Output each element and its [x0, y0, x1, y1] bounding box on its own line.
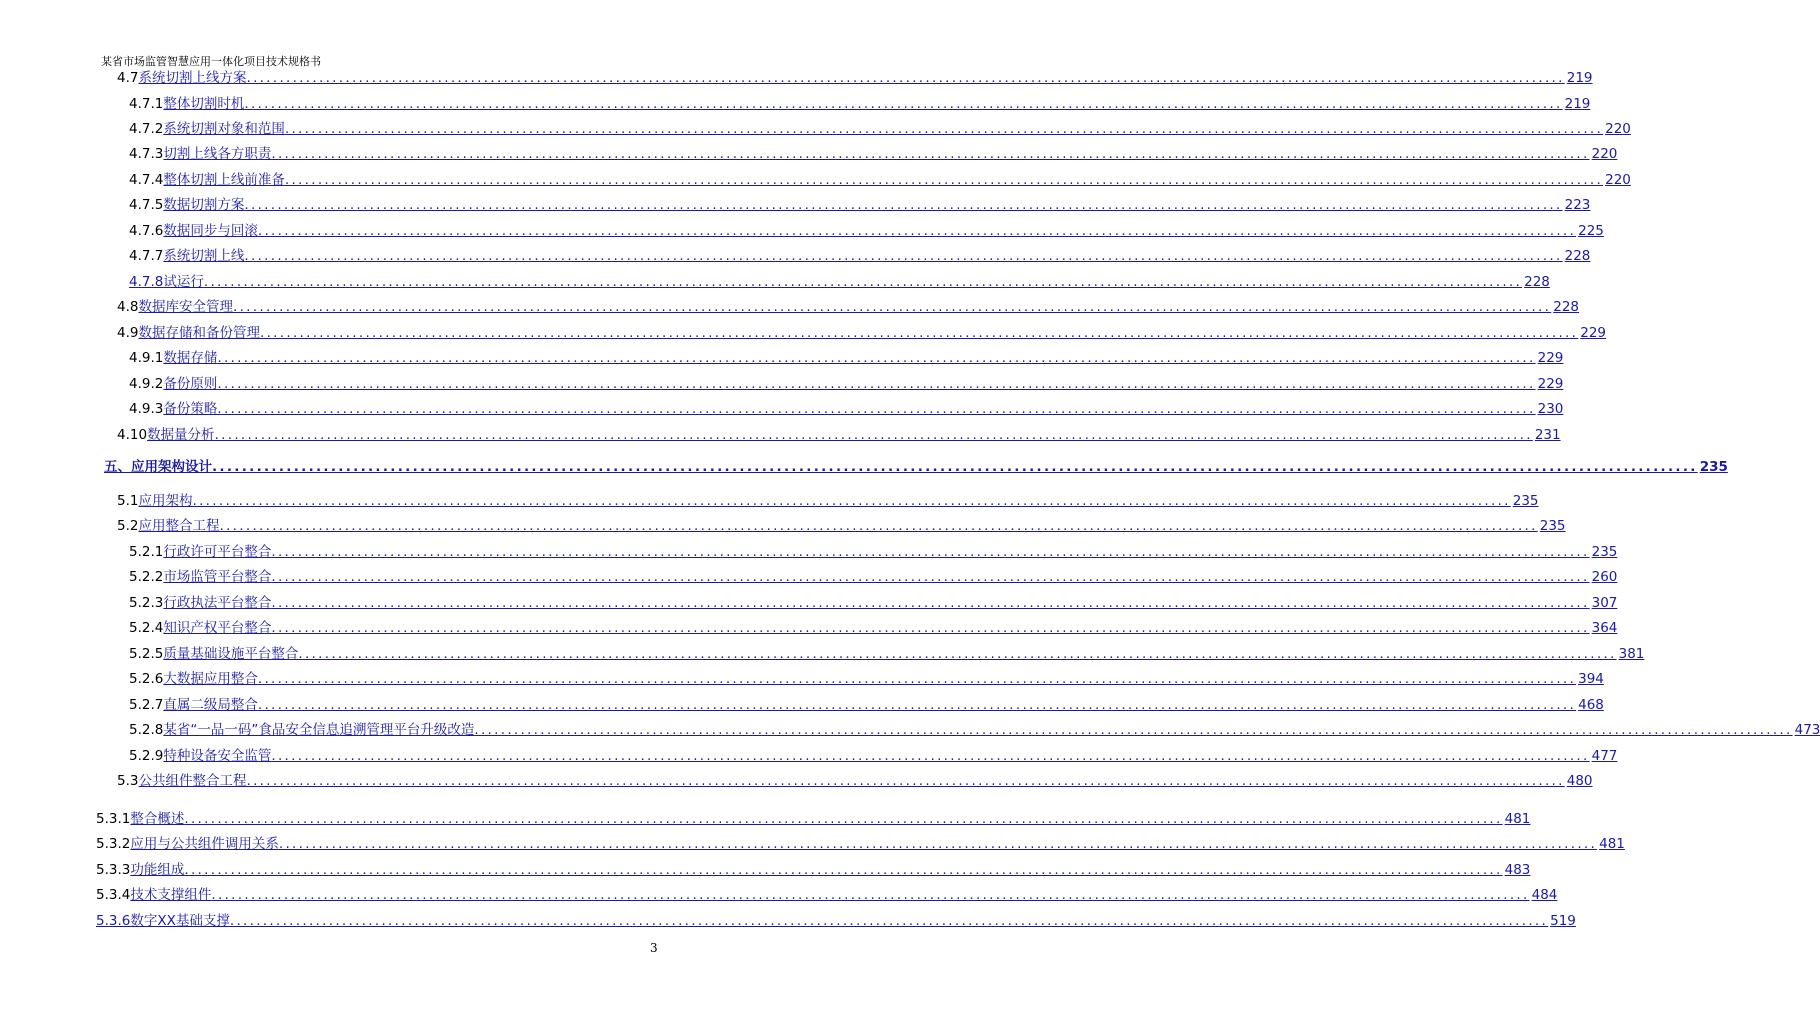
toc-entry-title: 行政许可平台整合	[163, 544, 272, 560]
toc-entry-number: 5.2	[117, 518, 139, 534]
toc-entry-link[interactable]	[163, 670, 1576, 688]
toc-entry[interactable]	[117, 298, 1580, 316]
toc-entry-link[interactable]	[138, 298, 1551, 316]
toc-entry-link[interactable]	[163, 375, 1535, 393]
toc-entry[interactable]	[129, 95, 1591, 113]
toc-entry-title: 数据量分析	[147, 427, 215, 443]
toc-entry-title: 系统切割对象和范围	[163, 121, 285, 137]
toc-entry-number: 五、	[104, 459, 131, 475]
toc-leader-dots: ........................................................................................................................................................................................................	[217, 401, 1536, 417]
toc-entry-number: 4.9.1	[129, 350, 164, 366]
toc-entry-page[interactable]: 231	[1534, 427, 1561, 443]
toc-entry-title: 特种设备安全监管	[163, 748, 272, 764]
toc-entry[interactable]	[129, 543, 1618, 561]
toc-entry-number: 5.2.8	[129, 722, 164, 738]
toc-leader-dots: ........................................................................................................................................................................................................	[271, 620, 1590, 636]
toc-entry-title: 市场监管平台整合	[163, 569, 272, 585]
toc-entry-link[interactable]	[130, 886, 1529, 904]
toc-leader-dots: ........................................................................................................................................................................................................	[229, 913, 1549, 929]
toc-entry-page[interactable]: 364	[1591, 620, 1618, 636]
toc-entry-number: 4.10	[117, 427, 148, 443]
toc-entry[interactable]	[129, 222, 1604, 240]
toc-leader-dots: ........................................................................................................................................................................................................	[184, 862, 1503, 878]
toc-entry-title: 系统切割上线方案	[138, 70, 247, 86]
toc-leader-dots: ........................................................................................................................................................................................................	[271, 748, 1590, 764]
toc-entry[interactable]	[129, 145, 1618, 163]
toc-entry-number: 5.2.2	[129, 569, 164, 585]
toc-entry-title: 应用架构设计	[131, 459, 212, 475]
toc-entry-link[interactable]	[163, 594, 1589, 612]
toc-entry-page[interactable]: 235	[1699, 459, 1728, 475]
toc-entry[interactable]	[117, 324, 1607, 342]
toc-entry[interactable]	[129, 670, 1604, 688]
toc-entry-page[interactable]: 220	[1591, 146, 1618, 162]
toc-entry[interactable]	[129, 349, 1564, 367]
toc-entry-title: 技术支撑组件	[130, 887, 212, 903]
toc-entry-title: 数据同步与回滚	[163, 223, 258, 239]
toc-leader-dots: ........................................................................................................................................................................................................	[244, 197, 1563, 213]
toc-entry-page[interactable]: 481	[1599, 836, 1625, 852]
toc-entry-number: 4.7.1	[129, 96, 164, 112]
toc-entry-title: 功能组成	[130, 862, 185, 878]
toc-entry-number: 5.2.4	[129, 620, 164, 636]
toc-entry[interactable]	[129, 721, 1820, 739]
toc-entry-link[interactable]	[138, 492, 1510, 510]
toc-entry-number: 4.9.3	[129, 401, 164, 417]
toc-entry-link[interactable]	[163, 247, 1562, 265]
toc-entry-page[interactable]: 225	[1578, 223, 1604, 239]
toc-entry-number: 5.2.1	[129, 544, 164, 560]
toc-leader-dots: ........................................................................................................................................................................................................	[298, 646, 1617, 662]
toc-entry-link[interactable]	[138, 772, 1564, 790]
toc-entry-link[interactable]	[163, 95, 1562, 113]
toc-entry-title: 备份原则	[163, 376, 218, 392]
toc-entry[interactable]	[129, 273, 1550, 291]
toc-entry-link[interactable]	[163, 400, 1535, 418]
toc-entry[interactable]	[96, 886, 1558, 904]
toc-entry-page[interactable]: 480	[1566, 773, 1593, 789]
toc-entry-title: 应用整合工程	[138, 518, 220, 534]
toc-entry-page[interactable]: 223	[1564, 197, 1591, 213]
toc-leader-dots: ........................................................................................................................................................................................................	[271, 569, 1590, 585]
toc-entry-title: 整合概述	[130, 811, 185, 827]
toc-entry-page[interactable]: 229	[1537, 376, 1564, 392]
toc-entry-title: 系统切割上线	[163, 248, 245, 264]
toc-entry[interactable]	[129, 645, 1645, 663]
toc-entry[interactable]	[129, 568, 1618, 586]
toc-entry-page[interactable]: 468	[1578, 697, 1604, 713]
toc-entry-number: 5.3.1	[96, 811, 131, 827]
toc-entry-link[interactable]	[163, 645, 1616, 663]
toc-entry-page[interactable]: 381	[1618, 646, 1645, 662]
toc-entry-page[interactable]: 477	[1591, 748, 1618, 764]
toc-leader-dots: ........................................................................................................................................................................................................	[217, 376, 1536, 392]
toc-entry-page[interactable]: 484	[1531, 887, 1558, 903]
toc-leader-dots: ........................................................................................................................................................................................................	[212, 459, 1698, 475]
toc-entry-page[interactable]: 228	[1553, 299, 1580, 315]
toc-entry-number: 4.8	[117, 299, 139, 315]
toc-entry-number: 4.7.2	[129, 121, 164, 137]
toc-entry[interactable]	[129, 400, 1564, 418]
toc-entry-title: 整体切割时机	[163, 96, 245, 112]
toc-entry-title: 知识产权平台整合	[163, 620, 272, 636]
toc-entry-number: 4.7.8	[129, 274, 164, 290]
toc-entry-number: 5.3.4	[96, 887, 131, 903]
toc-entry[interactable]	[117, 772, 1593, 790]
toc-leader-dots: ........................................................................................................................................................................................................	[214, 427, 1533, 443]
toc-entry-title: 大数据应用整合	[163, 671, 258, 687]
toc-entry-page[interactable]: 481	[1504, 811, 1531, 827]
toc-entry-number: 5.2.5	[129, 646, 164, 662]
toc-entry-number: 5.2.7	[129, 697, 164, 713]
toc-entry-link[interactable]	[163, 568, 1589, 586]
toc-entry[interactable]	[129, 196, 1591, 214]
toc-entry-title: 整体切割上线前准备	[163, 172, 285, 188]
toc-entry-link[interactable]	[163, 145, 1589, 163]
toc-entry-link[interactable]	[163, 171, 1603, 189]
toc-entry[interactable]	[117, 517, 1566, 535]
toc-entry[interactable]	[117, 492, 1539, 510]
toc-entry-title: 质量基础设施平台整合	[163, 646, 299, 662]
toc-entry-title: 直属二级局整合	[163, 697, 258, 713]
toc-entry-page[interactable]: 483	[1504, 862, 1531, 878]
toc-entry-link[interactable]	[131, 458, 1698, 476]
toc-entry-title: 切割上线各方职责	[163, 146, 272, 162]
toc-entry-number: 4.7.4	[129, 172, 164, 188]
toc-entry-link[interactable]	[138, 517, 1537, 535]
toc-leader-dots: ........................................................................................................................................................................................................	[474, 722, 1793, 738]
toc-entry-link[interactable]	[163, 747, 1589, 765]
toc-entry-page[interactable]: 220	[1605, 172, 1631, 188]
toc-leader-dots: ........................................................................................................................................................................................................	[211, 887, 1530, 903]
toc-leader-dots: ........................................................................................................................................................................................................	[284, 172, 1604, 188]
toc-entry-link[interactable]	[138, 69, 1564, 87]
toc-entry[interactable]	[129, 375, 1564, 393]
toc-entry-title: 某省“一品一码”食品安全信息追溯管理平台升级改造	[163, 722, 475, 738]
toc-entry-page[interactable]: 228	[1524, 274, 1550, 290]
toc-entry-link[interactable]	[163, 619, 1589, 637]
toc-entry-link[interactable]	[163, 721, 1792, 739]
toc-entry-page[interactable]: 235	[1539, 518, 1566, 534]
toc-entry-link[interactable]	[163, 196, 1562, 214]
toc-entry[interactable]	[96, 810, 1531, 828]
toc-leader-dots: ........................................................................................................................................................................................................	[246, 773, 1565, 789]
toc-entry-number: 5.2.9	[129, 748, 164, 764]
toc-leader-dots: ........................................................................................................................................................................................................	[271, 146, 1590, 162]
toc-leader-dots: ........................................................................................................................................................................................................	[217, 350, 1536, 366]
toc-entry-number: 5.3.6	[96, 913, 131, 929]
toc-entry-page[interactable]: 307	[1591, 595, 1618, 611]
toc-entry[interactable]	[129, 594, 1618, 612]
toc-entry-number: 5.2.3	[129, 595, 164, 611]
toc-entry-title: 应用架构	[138, 493, 193, 509]
toc-entry-number: 4.7.7	[129, 248, 164, 264]
toc-leader-dots: ........................................................................................................................................................................................................	[232, 299, 1552, 315]
toc-entry-page[interactable]: 473	[1794, 722, 1820, 738]
toc-entry[interactable]	[117, 426, 1561, 444]
toc-leader-dots: ........................................................................................................................................................................................................	[219, 518, 1538, 534]
toc-leader-dots: ........................................................................................................................................................................................................	[257, 697, 1577, 713]
toc-entry-number: 4.7.5	[129, 197, 164, 213]
toc-entry-number: 5.3.2	[96, 836, 131, 852]
toc-entry-page[interactable]: 219	[1566, 70, 1593, 86]
toc-entry-link[interactable]	[163, 273, 1522, 291]
toc-leader-dots: ........................................................................................................................................................................................................	[244, 96, 1563, 112]
toc-entry-title: 备份策略	[163, 401, 218, 417]
toc-entry-link[interactable]	[130, 835, 1597, 853]
toc-entry-link[interactable]	[163, 120, 1603, 138]
toc-leader-dots: ........................................................................................................................................................................................................	[257, 671, 1577, 687]
toc-entry[interactable]	[96, 912, 1576, 930]
toc-entry-title: 数据存储和备份管理	[138, 325, 260, 341]
toc-leader-dots: ........................................................................................................................................................................................................	[192, 493, 1511, 509]
toc-entry[interactable]	[129, 747, 1618, 765]
toc-entry-number: 5.2.6	[129, 671, 164, 687]
toc-entry-page[interactable]: 260	[1591, 569, 1618, 585]
toc-entry[interactable]	[104, 458, 1728, 476]
toc-entry[interactable]	[129, 120, 1631, 138]
toc-leader-dots: ........................................................................................................................................................................................................	[284, 121, 1604, 137]
toc-leader-dots: ........................................................................................................................................................................................................	[271, 544, 1590, 560]
toc-entry-page[interactable]: 228	[1564, 248, 1591, 264]
toc-entry-link[interactable]	[163, 222, 1576, 240]
toc-entry-title: 应用与公共组件调用关系	[130, 836, 279, 852]
toc-entry-page[interactable]: 519	[1550, 913, 1576, 929]
toc-entry-number: 5.3	[117, 773, 139, 789]
toc-entry-page[interactable]: 230	[1537, 401, 1564, 417]
toc-entry-title: 数据切割方案	[163, 197, 245, 213]
toc-entry-link[interactable]	[147, 426, 1533, 444]
toc-entry-title: 数据存储	[163, 350, 218, 366]
toc-entry-number: 4.7.6	[129, 223, 164, 239]
toc-entry-link[interactable]	[130, 912, 1548, 930]
toc-entry-link[interactable]	[130, 861, 1502, 879]
toc-leader-dots: ........................................................................................................................................................................................................	[203, 274, 1523, 290]
toc-entry-number: 4.7	[117, 70, 139, 86]
toc-entry-page[interactable]: 394	[1578, 671, 1604, 687]
toc-entry-page[interactable]: 235	[1591, 544, 1618, 560]
toc-entry-link[interactable]	[138, 324, 1578, 342]
toc-entry[interactable]	[117, 69, 1593, 87]
toc-entry[interactable]	[129, 171, 1631, 189]
toc-entry-link[interactable]	[130, 810, 1502, 828]
toc-entry-number: 5.1	[117, 493, 139, 509]
toc-entry-page[interactable]: 229	[1537, 350, 1564, 366]
page-number: 3	[650, 941, 658, 955]
toc-entry-page[interactable]: 229	[1580, 325, 1607, 341]
toc-entry[interactable]	[129, 247, 1591, 265]
toc-leader-dots: ........................................................................................................................................................................................................	[184, 811, 1503, 827]
toc-entry-number: 4.9	[117, 325, 139, 341]
toc-leader-dots: ........................................................................................................................................................................................................	[244, 248, 1563, 264]
toc-entry-number: 5.3.3	[96, 862, 131, 878]
toc-leader-dots: ........................................................................................................................................................................................................	[259, 325, 1579, 341]
toc-leader-dots: ........................................................................................................................................................................................................	[278, 836, 1598, 852]
toc-leader-dots: ........................................................................................................................................................................................................	[271, 595, 1590, 611]
toc-entry-link[interactable]	[163, 543, 1589, 561]
toc-entry[interactable]	[129, 696, 1604, 714]
toc-entry-page[interactable]: 219	[1564, 96, 1591, 112]
toc-entry-link[interactable]	[163, 696, 1576, 714]
toc-entry-title: 数字XX基础支撑	[130, 913, 230, 929]
toc-entry-link[interactable]	[163, 349, 1535, 367]
toc-entry-title: 行政执法平台整合	[163, 595, 272, 611]
toc-entry-page[interactable]: 235	[1512, 493, 1539, 509]
toc-entry-number: 4.9.2	[129, 376, 164, 392]
toc-entry-title: 公共组件整合工程	[138, 773, 247, 789]
toc-leader-dots: ........................................................................................................................................................................................................	[257, 223, 1577, 239]
toc-entry-title: 试运行	[163, 274, 204, 290]
toc-entry[interactable]	[96, 861, 1531, 879]
toc-leader-dots: ........................................................................................................................................................................................................	[246, 70, 1565, 86]
toc-entry[interactable]	[96, 835, 1625, 853]
toc-entry-title: 数据库安全管理	[138, 299, 233, 315]
toc-entry[interactable]	[129, 619, 1618, 637]
toc-entry-page[interactable]: 220	[1605, 121, 1631, 137]
document-header: 某省市场监管智慧应用一体化项目技术规格书	[101, 55, 321, 68]
toc-entry-number: 4.7.3	[129, 146, 164, 162]
